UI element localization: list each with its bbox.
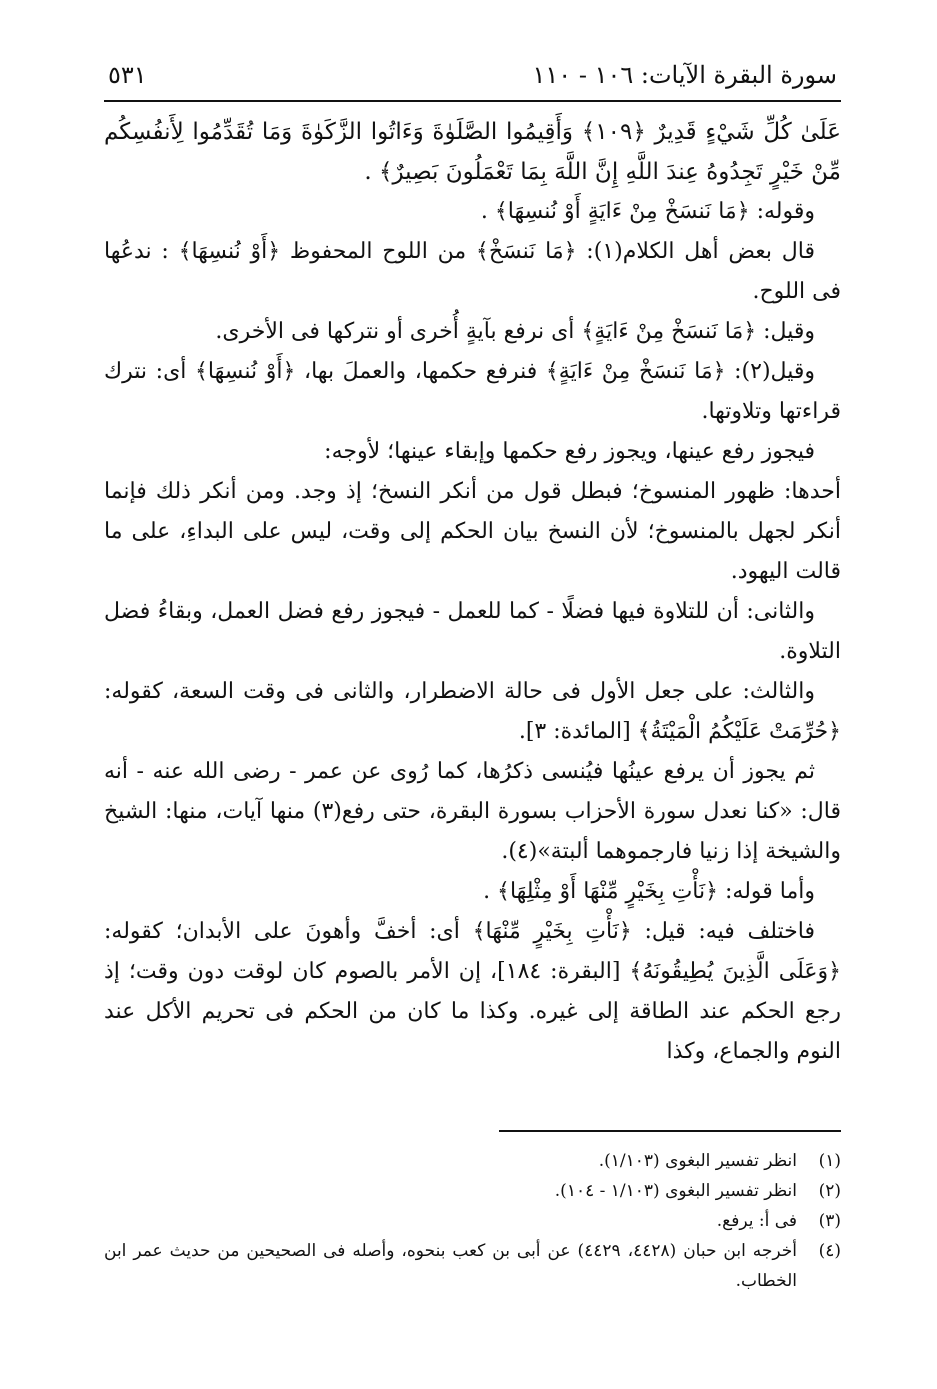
- footnote-separator: [499, 1130, 841, 1132]
- footnote: [104, 1206, 841, 1236]
- body-paragraph: قال بعض أهل الكلام(١): ﴿مَا نَنسَخْ﴾ من اللوح المحفوظ ﴿أَوْ نُنسِهَا﴾ : ندعُها فى اللوح.: [104, 239, 841, 304]
- footnote-number: (٢): [818, 1181, 841, 1201]
- body-paragraph: ثم يجوز أن يرفع عينُها فيُنسى ذكرُها، كما رُوى عن عمر - رضى الله عنه - أنه قال: «كنا نعدل سورة الأحزاب بسورة البقرة، حتى رفع(٣) منها آيات، منها: الشيخ والشيخة إذا زنيا فارجموهما ألبتة»(٤).: [104, 759, 841, 864]
- body-paragraph: أحدها: ظهور المنسوخ؛ فبطل قول من أنكر النسخ؛ إذ وجد. ومن أنكر ذلك فإنما أنكر لجهل بالمنسوخ؛ لأن النسخ بيان الحكم إلى وقت، ليس على البداءِ، على ما قالت اليهود.: [104, 479, 841, 584]
- body-paragraph: فاختلف فيه: قيل: ﴿نَأْتِ بِخَيْرٍ مِّنْهَا﴾ أى: أخفَّ وأهونَ على الأبدان؛ كقوله: ﴿وَعَلَى الَّذِينَ يُطِيقُونَهُ﴾ [البقرة: ١٨٤]، إن الأمر بالصوم كان لوقت دون وقت؛ إذ رجع الحكم عند الطاقة إلى غيره. وكذا ما كان من الحكم فى تحريم الأكل عند النوم والجماع، وكذا: [104, 919, 841, 1064]
- body-paragraph: وقيل: ﴿مَا نَنسَخْ مِنْ ءَايَةٍ﴾ أى نرفع بآيةٍ أُخرى أو نتركها فى الأخرى.: [215, 319, 815, 344]
- body-paragraph: وقيل(٢): ﴿مَا نَنسَخْ مِنْ ءَايَةٍ﴾ فنرفع حكمها، والعملَ بها، ﴿أَوْ نُنسِهَا﴾ أى: نترك قراءتها وتلاوتها.: [104, 359, 841, 424]
- footnote-text: أخرجه ابن حبان (٤٤٢٨، ٤٤٢٩) عن أبى بن كعب بنحوه، وأصله فى الصحيحين من حديث عمر ابن الخطاب.: [104, 1241, 798, 1291]
- running-title: سورة البقرة الآيات: ١٠٦ - ١١٠: [532, 61, 837, 89]
- body-paragraph: والثالث: على جعل الأول فى حالة الاضطرار، والثانى فى وقت السعة، كقوله: ﴿حُرِّمَتْ عَلَيْكُمُ الْمَيْتَةُ﴾ [المائدة: ٣].: [104, 679, 841, 744]
- footnote-text: فى أ: يرفع.: [716, 1211, 797, 1231]
- footnotes: [104, 1146, 841, 1296]
- header-rule: [104, 100, 841, 102]
- footnote: [104, 1236, 841, 1296]
- page-header: [108, 58, 837, 92]
- footnote-number: (٣): [818, 1211, 841, 1231]
- body-paragraph: وقوله: ﴿مَا نَنسَخْ مِنْ ءَايَةٍ أَوْ نُنسِهَا﴾ .: [480, 199, 815, 224]
- main-text: [104, 112, 841, 1072]
- footnote-number: (٤): [818, 1241, 842, 1261]
- body-paragraph: فيجوز رفع عينها، ويجوز رفع حكمها وإبقاء عينها؛ لأوجه:: [324, 439, 815, 464]
- quran-verse-paragraph: عَلَىٰ كُلِّ شَيْءٍ قَدِيرٌ ﴿١٠٩﴾ وَأَقِيمُوا الصَّلَوٰةَ وَءَاتُوا الزَّكَوٰةَ وَمَا تُقَدِّمُوا لِأَنفُسِكُم مِّنْ خَيْرٍ تَجِدُوهُ عِندَ اللَّهِ إِنَّ اللَّهَ بِمَا تَعْمَلُونَ بَصِيرٌ﴾ .: [104, 119, 841, 185]
- footnote-text: انظر تفسير البغوى (١/١٠٣ - ١٠٤).: [554, 1181, 797, 1201]
- page-number: ٥٣١: [108, 61, 147, 89]
- footnote-text: انظر تفسير البغوى (١/١٠٣).: [598, 1151, 797, 1171]
- footnote-number: (١): [818, 1151, 841, 1171]
- footnote: [104, 1146, 841, 1176]
- body-paragraph: وأما قوله: ﴿نَأْتِ بِخَيْرٍ مِّنْهَا أَوْ مِثْلِهَا﴾ .: [483, 879, 815, 904]
- body-paragraph: والثانى: أن للتلاوة فيها فضلًا - كما للعمل - فيجوز رفع فضل العمل، وبقاءُ فضل التلاوة.: [104, 599, 841, 664]
- footnote: [104, 1176, 841, 1206]
